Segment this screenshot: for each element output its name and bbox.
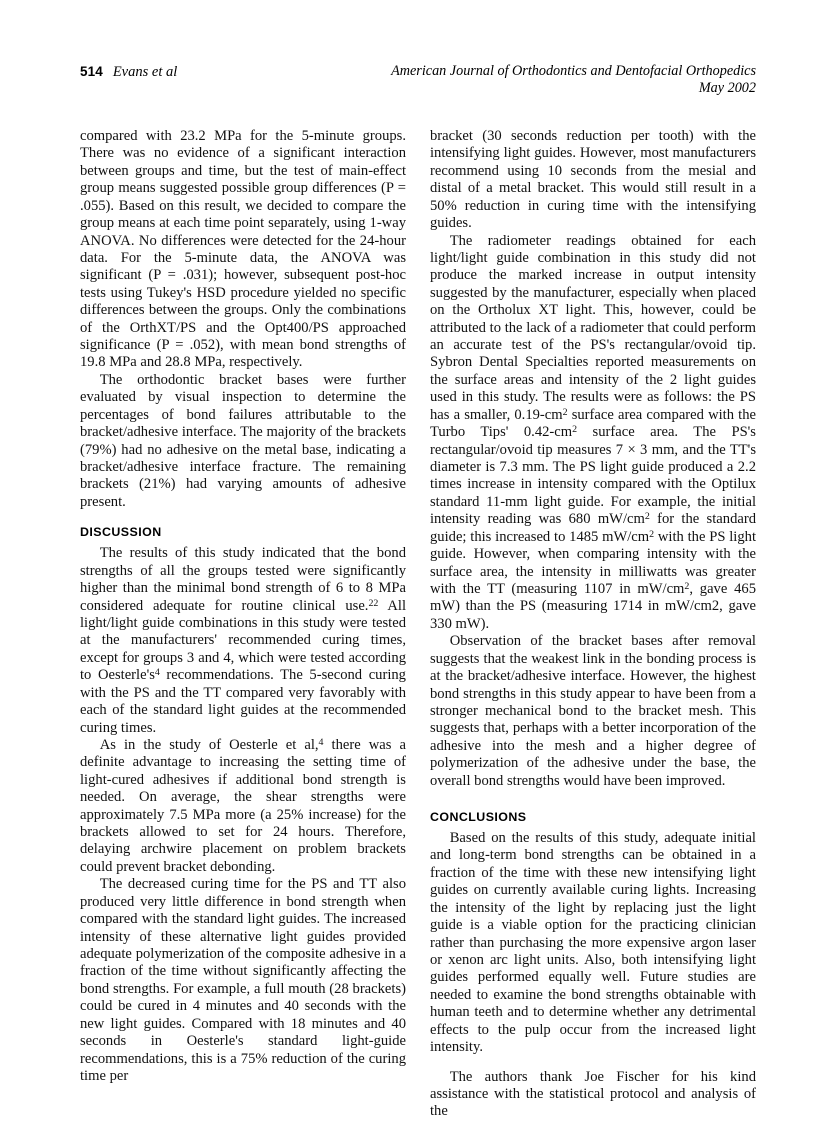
paragraph-text: there was a definite advantage to increasing the setting time of light-cured adhesives if additional bond strength is needed. On average, the shear strengths were approximately 7.5 MPa more (a 25% increase) for the brackets allowed to set for 24 hours. Therefore, delaying archwire placement on problem brackets could prevent bracket debonding. bbox=[80, 736, 406, 875]
paragraph-text: for the standard guide; this increased to 1485 mW/cm bbox=[430, 511, 756, 545]
paragraph-text: with the PS light guide. However, when comparing intensity with the surface area, the intensity in milliwatts was greater with the TT (measuring 1107 in mW/cm bbox=[430, 528, 757, 597]
issue-date: May 2002 bbox=[698, 80, 756, 96]
paragraph-text: recommendations. The 5-second curing with the PS and the TT compared very favorably with each of the standard light guides at the recommended curing times. bbox=[80, 667, 406, 736]
left-column bbox=[80, 128, 406, 1084]
paragraph-text: All light/light guide combinations in this study were tested at the manufacturers' recommended curing times, except for groups 3 and 4, which were tested according to Oesterle's bbox=[80, 597, 406, 684]
running-head bbox=[80, 63, 756, 103]
unit-exponent: 2 bbox=[644, 511, 650, 523]
unit-exponent: 2 bbox=[562, 406, 568, 418]
paragraph: bracket (30 seconds reduction per tooth) with the intensifying light guides. However, most manufacturers recommend using 10 seconds from the mesial and distal of a metal bracket. This would still result in a 50% reduction in curing time with the intensifying guides. bbox=[430, 128, 756, 232]
section-heading-conclusions: CONCLUSIONS bbox=[430, 810, 527, 825]
paragraph-text: surface area. The PS's rectangular/ovoid tip measures 7 × 3 mm, and the TT's diameter is 7.3 mm. The PS light guide produced a 2.2 times increase in intensity compared with the Optilux standard 11-mm light guide. For example, the initial intensity reading was 680 mW/cm bbox=[430, 424, 756, 528]
unit-exponent: 2 bbox=[572, 424, 578, 436]
paragraph: Observation of the bracket bases after removal suggests that the weakest link in the bonding process is at the bracket/adhesive interface. However, the highest bond strengths in this study appear to have been from a stronger mechanical bond to the bracket mesh. This suggests that, perhaps with a better incorporation of the adhesive into the mesh and a higher degree of polymerization of the adhesive under the base, the overall bond strengths would have been improved. bbox=[430, 633, 756, 789]
acknowledgment-paragraph: The authors thank Joe Fischer for his kind assistance with the statistical protocol and analysis of the bbox=[430, 1068, 756, 1120]
paragraph-text: The results of this study indicated that the bond strengths of all the groups tested were significantly higher than the minimal bond strength of 6 to 8 MPa considered adequate for routine clinical use. bbox=[80, 545, 406, 614]
citation-marker: 4 bbox=[318, 736, 324, 748]
right-column bbox=[430, 128, 757, 1120]
paragraph-text: As in the study of Oesterle et al, bbox=[99, 736, 319, 753]
paragraph bbox=[80, 737, 406, 876]
paragraph bbox=[80, 545, 406, 737]
page-number: 514 bbox=[80, 64, 103, 79]
paragraph-text: , gave 465 mW) than the PS (measuring 1714 in mW/cm2, gave 330 mW). bbox=[430, 580, 757, 632]
body-columns bbox=[80, 128, 757, 1120]
running-head-authors: Evans et al bbox=[112, 64, 178, 80]
paragraph: The orthodontic bracket bases were further evaluated by visual inspection to determine the percentages of bond failures attributable to the bracket/adhesive interface. The majority of the brackets (79%) had no adhesive on the metal base, indicating a bracket/adhesive interface fracture. The remaining brackets (21%) had varying amounts of adhesive present. bbox=[80, 371, 406, 510]
unit-exponent: 2 bbox=[649, 528, 655, 540]
running-head-left bbox=[80, 63, 177, 81]
unit-exponent: 2 bbox=[684, 580, 690, 592]
citation-marker: 22 bbox=[368, 597, 379, 609]
section-heading-discussion: DISCUSSION bbox=[80, 525, 162, 540]
running-head-journal bbox=[391, 63, 756, 97]
paragraph: Based on the results of this study, adequate initial and long-term bond strengths can be obtained in a fraction of the time with these new intensifying light guides on currently available curing lights. Increasing the intensity of the light by replacing just the light guide is a viable option for the practicing clinician rather than purchasing the more expensive argon laser or xenon arc light units. Also, both intensifying light guides performed equally well. Future studies are needed to examine the bond strengths obtainable with human teeth and to determine whether any detrimental effects to the pulp occur from the increased light intensity. bbox=[430, 830, 756, 1056]
paragraph: The decreased curing time for the PS and TT also produced very little difference in bond strength when compared with the standard light guides. The increased intensity of these alternative light guides provided adequate polymerization of the composite adhesive in a fraction of the time without significantly affecting the bond strengths. For example, a full mouth (28 brackets) could be cured in 4 minutes and 40 seconds with the new light guides. Compared with 18 minutes and 40 seconds in Oesterle's standard light-guide recommendations, this is a 75% reduction of the curing time per bbox=[80, 876, 406, 1084]
journal-title: American Journal of Orthodontics and Dentofacial Orthopedics bbox=[391, 63, 756, 79]
paragraph-text: surface area compared with the Turbo Tips' 0.42-cm bbox=[430, 406, 756, 441]
paragraph: compared with 23.2 MPa for the 5-minute groups. There was no evidence of a significant interaction between groups and time, but the test of main-effect group means suggested possible group differences (P = .055). Based on this result, we decided to compare the group means at each time point separately, using 1-way ANOVA. No differences were detected for the 24-hour data. For the 5-minute data, the ANOVA was significant (P = .031); however, subsequent post-hoc tests using Tukey's HSD procedure yielded no specific differences between the groups. Only the combinations of the OrthXT/PS and the Opt400/PS approached significance (P = .052), with mean bond strengths of 19.8 MPa and 28.8 MPa, respectively. bbox=[80, 128, 406, 371]
acknowledgment-spacer bbox=[430, 1057, 756, 1069]
citation-marker: 4 bbox=[154, 667, 160, 679]
paragraph-text: The radiometer readings obtained for each light/light guide combination in this study did not produce the marked increase in output intensity suggested by the manufacturer, especially when placed on the Ortholux XT light. This, however, could be attributed to the lack of a radiometer that could perform an accurate test of the PS's rectangular/ovoid tip. Sybron Dental Specialties reported measurements on the surface areas and intensity of the 2 light guides used in this study. The results were as follows: the PS has a smaller, 0.19-cm bbox=[430, 232, 756, 423]
paragraph bbox=[430, 233, 756, 634]
